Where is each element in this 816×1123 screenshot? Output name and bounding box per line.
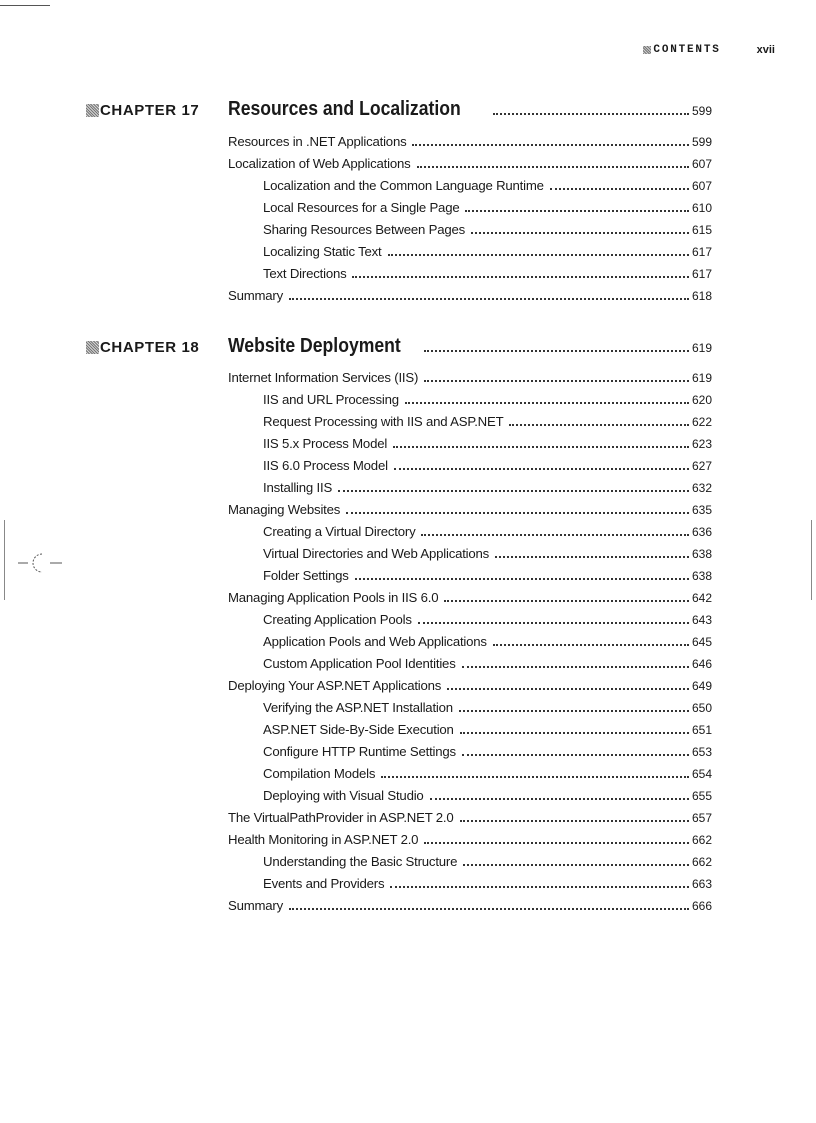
leader-dots <box>430 796 689 800</box>
toc-entry-page: 662 <box>691 855 712 869</box>
toc-entry-page: 657 <box>691 811 712 825</box>
toc-entry-title: Custom Application Pool Identities <box>263 656 456 671</box>
leader-dots <box>509 422 689 426</box>
toc-entry-page: 618 <box>691 289 712 303</box>
leader-dots <box>393 444 689 448</box>
toc-entry-title: Creating Application Pools <box>263 612 412 627</box>
toc-entry-page: 662 <box>691 833 712 847</box>
toc-entry-title: Summary <box>228 898 284 913</box>
toc-entry-title: IIS 5.x Process Model <box>263 436 388 451</box>
toc-entry-page: 599 <box>691 135 712 149</box>
toc-entry-page: 615 <box>691 223 712 237</box>
toc-entry-title: Resources in .NET Applications <box>228 134 407 149</box>
chapter-title: Website Deployment <box>228 335 401 357</box>
toc-entry-page: 663 <box>691 877 712 891</box>
chapter-page: 599 <box>691 104 712 118</box>
leader-dots <box>493 111 689 115</box>
toc-entry[interactable] <box>228 524 712 546</box>
toc-entry-page: 653 <box>691 745 712 759</box>
crop-mark-left <box>4 520 5 600</box>
toc-entry-title: Verifying the ASP.NET Installation <box>263 700 453 715</box>
leader-dots <box>550 186 689 190</box>
toc-entry-page: 666 <box>691 899 712 913</box>
toc-entry-title: Creating a Virtual Directory <box>263 524 416 539</box>
toc-entry[interactable] <box>228 178 712 200</box>
toc-entry[interactable] <box>228 546 712 568</box>
toc-entry[interactable] <box>228 898 712 920</box>
leader-dots <box>418 620 689 624</box>
toc-entry[interactable] <box>228 876 712 898</box>
toc-entry-title: IIS and URL Processing <box>263 392 399 407</box>
running-head-label: CONTENTS <box>653 44 721 56</box>
toc-entry[interactable] <box>228 722 712 744</box>
toc-entry-page: 620 <box>691 393 712 407</box>
toc-entry-title: Summary <box>228 288 284 303</box>
leader-dots <box>444 598 689 602</box>
toc-entry-title: Deploying with Visual Studio <box>263 788 424 803</box>
toc-entry[interactable] <box>228 678 712 700</box>
leader-dots <box>460 818 689 822</box>
running-head-page: xvii <box>756 44 775 56</box>
chapter-label-text: CHAPTER 17 <box>100 102 200 119</box>
toc-entry-title: Managing Application Pools in IIS 6.0 <box>228 590 439 605</box>
toc-entry-page: 635 <box>691 503 712 517</box>
leader-dots <box>289 906 689 910</box>
toc-entry-page: 642 <box>691 591 712 605</box>
toc-entry-page: 643 <box>691 613 712 627</box>
leader-dots <box>459 708 689 712</box>
toc-entry-title: Text Directions <box>263 266 347 281</box>
toc-entry-page: 638 <box>691 547 712 561</box>
toc-entry-page: 607 <box>691 157 712 171</box>
toc-entry-page: 610 <box>691 201 712 215</box>
toc-entry[interactable] <box>228 832 712 854</box>
leader-dots <box>388 252 689 256</box>
toc-entry[interactable] <box>228 370 712 392</box>
leader-dots <box>412 142 688 146</box>
leader-dots <box>381 774 689 778</box>
toc-entry-title: The VirtualPathProvider in ASP.NET 2.0 <box>228 810 454 825</box>
toc-entry-title: Understanding the Basic Structure <box>263 854 458 869</box>
toc-entry[interactable] <box>228 266 712 288</box>
leader-dots <box>447 686 689 690</box>
toc-entry[interactable] <box>228 200 712 222</box>
chapter-label <box>86 339 199 356</box>
leader-dots <box>465 208 689 212</box>
toc-entry[interactable] <box>228 156 712 178</box>
leader-dots <box>463 862 689 866</box>
toc-entry[interactable] <box>228 392 712 414</box>
chapter-heading[interactable] <box>228 98 712 121</box>
leader-dots <box>424 378 689 382</box>
square-icon <box>643 46 651 54</box>
toc-entry-title: Compilation Models <box>263 766 376 781</box>
toc-entry-page: 627 <box>691 459 712 473</box>
leader-dots <box>421 532 688 536</box>
toc-entry[interactable] <box>228 590 712 612</box>
toc-entry[interactable] <box>228 788 712 810</box>
square-icon <box>86 104 99 117</box>
chapter-page: 619 <box>691 341 712 355</box>
toc-entry[interactable] <box>228 502 712 524</box>
toc-entry-title: Request Processing with IIS and ASP.NET <box>263 414 504 429</box>
leader-dots <box>495 554 689 558</box>
toc-entry-page: 632 <box>691 481 712 495</box>
toc-entry-title: Virtual Directories and Web Applications <box>263 546 490 561</box>
leader-dots <box>424 348 689 352</box>
chapter-17-entries <box>228 134 712 310</box>
toc-entry[interactable] <box>228 656 712 678</box>
toc-entry-title: Configure HTTP Runtime Settings <box>263 744 456 759</box>
toc-entry-title: Localization and the Common Language Runtime <box>263 178 544 193</box>
toc-entry-title: Sharing Resources Between Pages <box>263 222 465 237</box>
leader-dots <box>405 400 689 404</box>
toc-entry[interactable] <box>228 134 712 156</box>
toc-entry-title: Folder Settings <box>263 568 349 583</box>
toc-entry[interactable] <box>228 634 712 656</box>
toc-entry-title: Deploying Your ASP.NET Applications <box>228 678 442 693</box>
toc-entry[interactable] <box>228 810 712 832</box>
leader-dots <box>352 274 688 278</box>
toc-entry-page: 649 <box>691 679 712 693</box>
toc-entry[interactable] <box>228 436 712 458</box>
leader-dots <box>493 642 689 646</box>
toc-entry-title: Internet Information Services (IIS) <box>228 370 419 385</box>
toc-entry-title: Health Monitoring in ASP.NET 2.0 <box>228 832 419 847</box>
toc-entry[interactable] <box>228 458 712 480</box>
toc-entry-page: 638 <box>691 569 712 583</box>
crop-mark-right <box>811 520 812 600</box>
leader-dots <box>338 488 689 492</box>
toc-entry[interactable] <box>228 700 712 722</box>
square-icon <box>86 341 99 354</box>
toc-entry[interactable] <box>228 744 712 766</box>
toc-entry[interactable] <box>228 288 712 310</box>
toc-entry-page: 619 <box>691 371 712 385</box>
toc-entry-title: Managing Websites <box>228 502 341 517</box>
toc-entry[interactable] <box>228 612 712 634</box>
leader-dots <box>355 576 689 580</box>
toc-entry[interactable] <box>228 222 712 244</box>
toc-entry-page: 617 <box>691 267 712 281</box>
running-head <box>643 44 775 56</box>
toc-entry-title: ASP.NET Side-By-Side Execution <box>263 722 454 737</box>
toc-entry-title: Events and Providers <box>263 876 385 891</box>
toc-entry-page: 646 <box>691 657 712 671</box>
toc-entry-title: Localizing Static Text <box>263 244 382 259</box>
leader-dots <box>346 510 689 514</box>
toc-entry-page: 617 <box>691 245 712 259</box>
toc-entry-page: 654 <box>691 767 712 781</box>
toc-entry[interactable] <box>228 244 712 266</box>
toc-entry[interactable] <box>228 568 712 590</box>
chapter-title: Resources and Localization <box>228 98 461 120</box>
toc-entry-title: Installing IIS <box>263 480 333 495</box>
chapter-18-entries <box>228 370 712 920</box>
toc-entry-page: 650 <box>691 701 712 715</box>
leader-dots <box>471 230 689 234</box>
leader-dots <box>289 296 689 300</box>
toc-entry-title: IIS 6.0 Process Model <box>263 458 388 473</box>
toc-entry-title: Localization of Web Applications <box>228 156 411 171</box>
crop-mark-top <box>0 5 50 6</box>
leader-dots <box>460 730 689 734</box>
leader-dots <box>394 466 689 470</box>
chapter-label <box>86 102 199 119</box>
leader-dots <box>424 840 689 844</box>
leader-dots <box>417 164 689 168</box>
registration-mark-icon <box>18 548 62 578</box>
toc-entry[interactable] <box>228 480 712 502</box>
leader-dots <box>462 752 689 756</box>
toc-entry-page: 651 <box>691 723 712 737</box>
chapter-label-text: CHAPTER 18 <box>100 339 200 356</box>
toc-entry[interactable] <box>228 414 712 436</box>
toc-entry[interactable] <box>228 766 712 788</box>
toc-entry-page: 622 <box>691 415 712 429</box>
leader-dots <box>462 664 689 668</box>
toc-entry-title: Application Pools and Web Applications <box>263 634 487 649</box>
toc-entry-page: 655 <box>691 789 712 803</box>
chapter-heading[interactable] <box>228 335 712 358</box>
toc-entry-title: Local Resources for a Single Page <box>263 200 460 215</box>
toc-entry[interactable] <box>228 854 712 876</box>
toc-entry-page: 645 <box>691 635 712 649</box>
toc-entry-page: 623 <box>691 437 712 451</box>
toc-entry-page: 636 <box>691 525 712 539</box>
leader-dots <box>390 884 689 888</box>
toc-entry-page: 607 <box>691 179 712 193</box>
